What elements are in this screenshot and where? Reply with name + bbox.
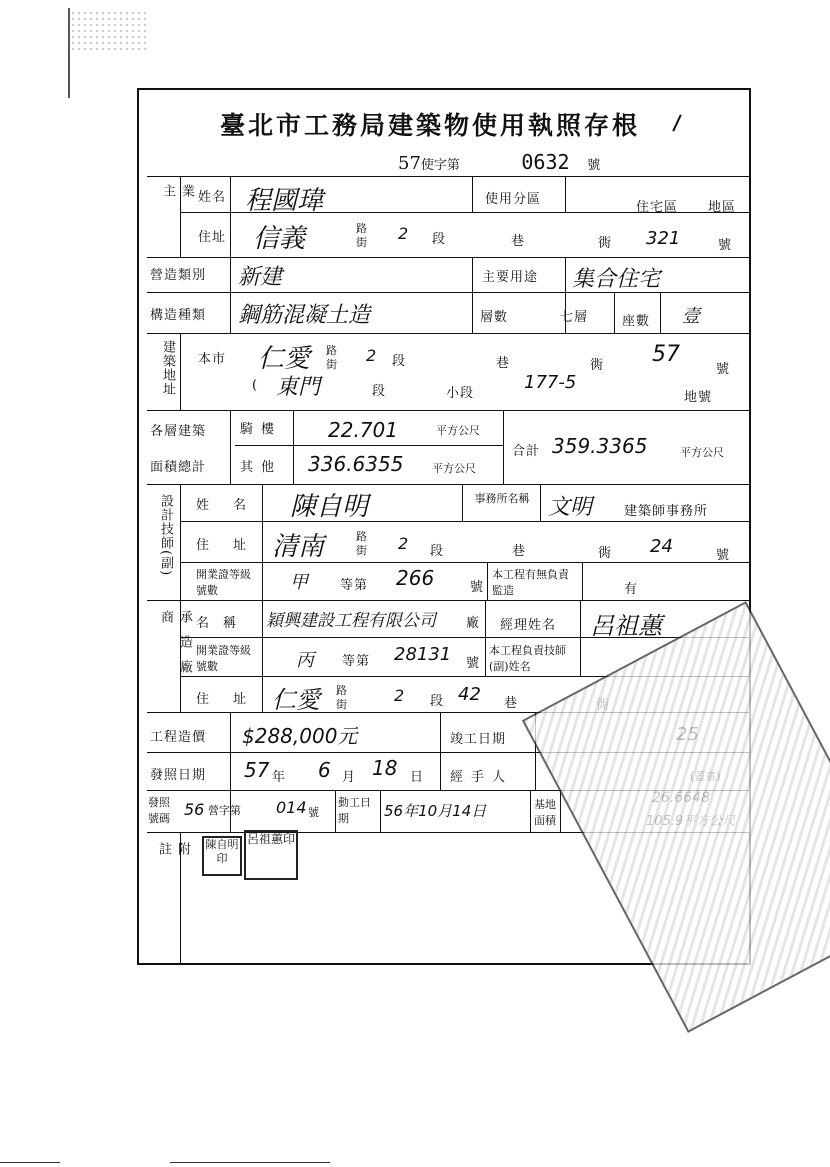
edge-line [68,8,70,98]
street-word: 街 [356,544,367,557]
permit-prefix: 56 [184,800,205,819]
license-prefix: 57 [398,153,421,174]
site-district: 東門 [276,375,321,400]
road-word: 路 [356,222,367,235]
lane-word: 巷 [512,544,527,559]
contractor-name-label: 名稱 [196,616,251,631]
site-road: 仁愛 [258,344,311,374]
floors-label: 層數 [480,310,509,325]
issue-label: 發照日期 [150,768,207,783]
lic-word: 等第 [342,654,371,669]
cost-label: 工程造價 [150,730,207,745]
license-suffix: 號 [587,158,601,173]
struct-value: 鋼筋混凝土造 [238,303,371,328]
contractor-lic-no: 28131 [394,644,452,665]
designer-addr-label: 住址 [196,538,271,553]
no-word: 號 [470,580,485,595]
sec-word: 段 [432,232,447,247]
owner-addr-no: 321 [646,228,681,249]
contractor-section-label: 承造廠商 [158,610,192,685]
designer-addr-no: 24 [650,536,673,557]
lane-word: 巷 [504,696,519,711]
handler-label: 經手人 [450,770,514,785]
no-word: 號 [718,238,733,253]
use-label: 主要用途 [482,270,539,285]
area-label-1: 各層建築 [150,424,207,439]
contractor-addr-lane: 42 [458,684,481,705]
road-word: 路 [336,684,347,697]
lane-word: 巷 [511,234,526,249]
build-type-value: 新建 [238,265,283,290]
units-label: 座數 [622,314,651,329]
no-word: 號 [466,656,481,671]
owner-name-label: 姓名 [198,190,227,205]
alley-word: 衖 [598,236,613,251]
seal-stamp-2: 呂祖蕙印 [244,830,298,880]
zone-label: 使用分區 [485,192,542,207]
area-unit: 平方公尺 [436,424,480,437]
designer-addr-sec: 2 [398,534,409,553]
units-value: 壹 [682,306,700,327]
area-row1-label: 騎樓 [240,422,283,437]
start-value: 56年10月14日 [384,802,487,820]
base-label: 基地面積 [534,798,556,827]
road-word: 路 [356,530,367,543]
cost-value: $288,000元 [242,724,358,748]
alley-word: 衖 [598,546,613,561]
use-value: 集合住宅 [572,267,661,292]
designer-name-value: 陳自明 [290,492,369,522]
owner-section-label: 業主 [160,184,194,223]
owner-addr-road: 信義 [253,224,306,254]
permit-word: 營字第 [208,804,241,817]
site-lot: 177-5 [524,372,577,393]
area-row1-value: 22.701 [328,418,398,442]
designer-lic-no: 266 [396,566,435,590]
area-label-2: 面積總計 [150,460,207,475]
site-no: 57 [652,342,680,367]
alley-word: 衖 [590,358,605,373]
contractor-lic-label: 開業證等級號數 [196,644,251,673]
seal-stamp-1: 陳自明印 [202,836,242,876]
no-word: 號 [716,548,731,563]
owner-sec-value: 2 [398,224,409,243]
build-type-label: 營造類別 [150,268,207,283]
issue-month: 6 [318,758,331,782]
zone-suffix: 地區 [708,200,737,215]
area-total-label: 合計 [512,444,541,459]
license-word: 使字第 [420,158,460,173]
issue-day: 18 [372,756,398,780]
firm-suffix: 建築師事務所 [624,504,709,519]
form-title: 臺北市工務局建築物使用執照存根 [220,111,641,140]
corner-noise [70,10,150,50]
contractor-addr-sec: 2 [394,686,405,705]
area-row2-label: 其他 [240,460,283,475]
permit-label: 發照號碼 [148,796,170,825]
contractor-addr-road: 仁愛 [272,686,320,714]
sec-word: 段 [430,544,445,559]
area-unit: 平方公尺 [680,446,724,459]
no-word: 號 [308,806,319,819]
street-word: 街 [356,236,367,249]
site-label: 建築地址 [160,340,175,396]
designer-lic-label: 開業證等級號數 [196,568,251,597]
street-word: 街 [336,698,347,711]
lane-word: 巷 [496,356,511,371]
contractor-name-suffix: 廠 [466,616,481,631]
designer-section-label: 設計技師(副) [158,494,173,577]
owner-addr-label: 住址 [198,230,227,245]
designer-name-label: 姓名 [196,498,271,513]
site-city: 本市 [198,352,227,367]
firm-value: 文明 [548,495,593,520]
mgr-label: 經理姓名 [500,618,557,633]
struct-label: 構造種類 [150,308,207,323]
road-word: 路 [326,344,337,357]
owner-name-value: 程國瑋 [245,186,324,216]
license-no: 0632 [521,150,570,174]
sec-word: 段 [430,694,445,709]
supervise-label: 本工程有無負責監造 [492,568,569,597]
floors-value: 七層 [560,310,589,325]
bottom-line [170,1162,330,1163]
contractor-lic-grade: 丙 [296,650,314,671]
contractor-addr-label: 住址 [196,692,271,707]
supervise-value: 有 [624,582,639,597]
contractor-name-value: 穎興建設工程有限公司 [266,611,436,631]
dist-word: 段 [372,384,387,399]
subsec-word: 小段 [446,386,475,401]
area-total-value: 359.3365 [552,434,648,458]
area-row2-value: 336.6355 [308,452,404,476]
designer-addr-road: 清南 [272,532,325,562]
bottom-line [0,1162,60,1163]
firm-label: 事務所名稱 [474,492,530,505]
sec-word: 段 [392,354,407,369]
lot-word: 地號 [684,390,713,405]
start-label: 動工日期 [338,796,371,825]
street-word: 街 [326,358,337,371]
lic-word: 等第 [340,578,369,593]
zone-value: 住宅區 [636,200,679,215]
no-word: 號 [716,362,731,377]
area-unit: 平方公尺 [432,462,476,475]
designer-lic-grade: 甲 [290,572,308,593]
mgr-value: 呂祖蕙 [590,612,662,640]
permit-no: 014 [276,798,307,817]
complete-label: 竣工日期 [450,732,507,747]
issue-year: 57 [244,758,270,782]
site-sec: 2 [366,346,377,365]
remarks-label: 附註 [156,842,190,935]
resp-label: 本工程負責技師(副)姓名 [489,644,566,673]
